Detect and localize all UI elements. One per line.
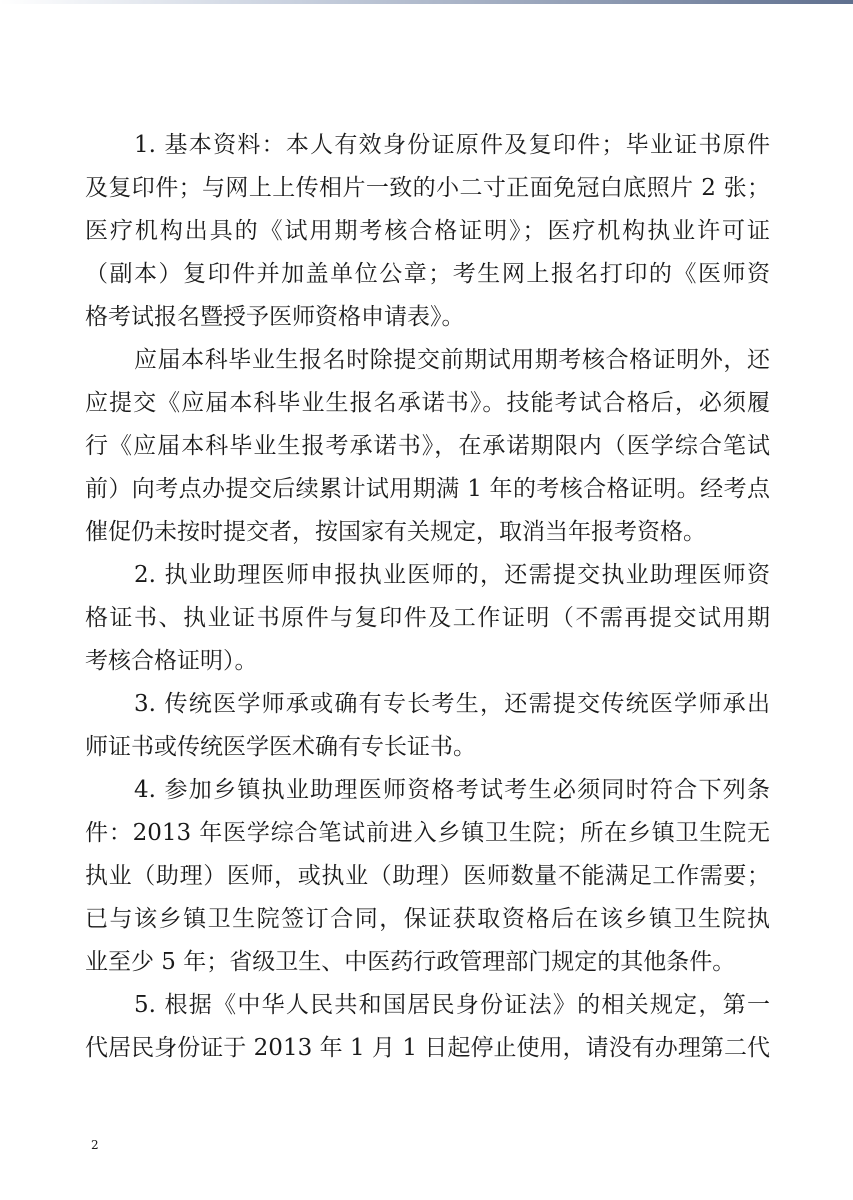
paragraph-5-line-4: 已与该乡镇卫生院签订合同，保证获取资格后在该乡镇卫生院执 [85, 906, 770, 932]
paragraph-5-line-3: 执业（助理）医师，或执业（助理）医师数量不能满足工作需要； [85, 863, 770, 889]
paragraph-2-line-3: 行《应届本科毕业生报考承诺书》，在承诺期限内（医学综合笔试 [85, 433, 770, 459]
paragraph-1-line-3: 医疗机构出具的《试用期考核合格证明》；医疗机构执业许可证 [85, 218, 770, 244]
paragraph-1-line-5: 格考试报名暨授予医师资格申请表》。 [85, 304, 465, 330]
paragraph-2-line-2: 应提交《应届本科毕业生报名承诺书》。技能考试合格后，必须履 [85, 390, 770, 416]
paragraph-5-line-5: 业至少 5 年；省级卫生、中医药行政管理部门规定的其他条件。 [85, 949, 736, 975]
paragraph-1-line-1: 1. 基本资料：本人有效身份证原件及复印件；毕业证书原件 [134, 132, 770, 158]
paragraph-4-line-2: 师证书或传统医学医术确有专长证书。 [85, 734, 476, 760]
paragraph-2-line-1: 应届本科毕业生报名时除提交前期试用期考核合格证明外，还 [134, 347, 770, 373]
paragraph-6-line-2: 代居民身份证于 2013 年 1 月 1 日起停止使用，请没有办理第二代 [85, 1035, 770, 1061]
paragraph-6-line-1: 5. 根据《中华人民共和国居民身份证法》的相关规定，第一 [134, 992, 770, 1018]
paragraph-1-line-2: 及复印件；与网上上传相片一致的小二寸正面免冠白底照片 2 张； [85, 175, 770, 201]
paragraph-2-line-4: 前）向考点办提交后续累计试用期满 1 年的考核合格证明。经考点 [85, 476, 770, 502]
paragraph-4-line-1: 3. 传统医学师承或确有专长考生，还需提交传统医学师承出 [134, 691, 770, 717]
paragraph-1-line-4: （副本）复印件并加盖单位公章；考生网上报名打印的《医师资 [85, 261, 770, 287]
paragraph-3-line-3: 考核合格证明）。 [85, 648, 258, 674]
paragraph-5-line-1: 4. 参加乡镇执业助理医师资格考试考生必须同时符合下列条 [134, 777, 770, 803]
paragraph-2-line-5: 催促仍未按时提交者，按国家有关规定，取消当年报考资格。 [85, 519, 706, 545]
page-number: 2 [91, 1138, 99, 1152]
paragraph-3-line-2: 格证书、执业证书原件与复印件及工作证明（不需再提交试用期 [85, 605, 770, 631]
paragraph-5-line-2: 件：2013 年医学综合笔试前进入乡镇卫生院；所在乡镇卫生院无 [85, 820, 770, 846]
paragraph-3-line-1: 2. 执业助理医师申报执业医师的，还需提交执业助理医师资 [134, 562, 770, 588]
